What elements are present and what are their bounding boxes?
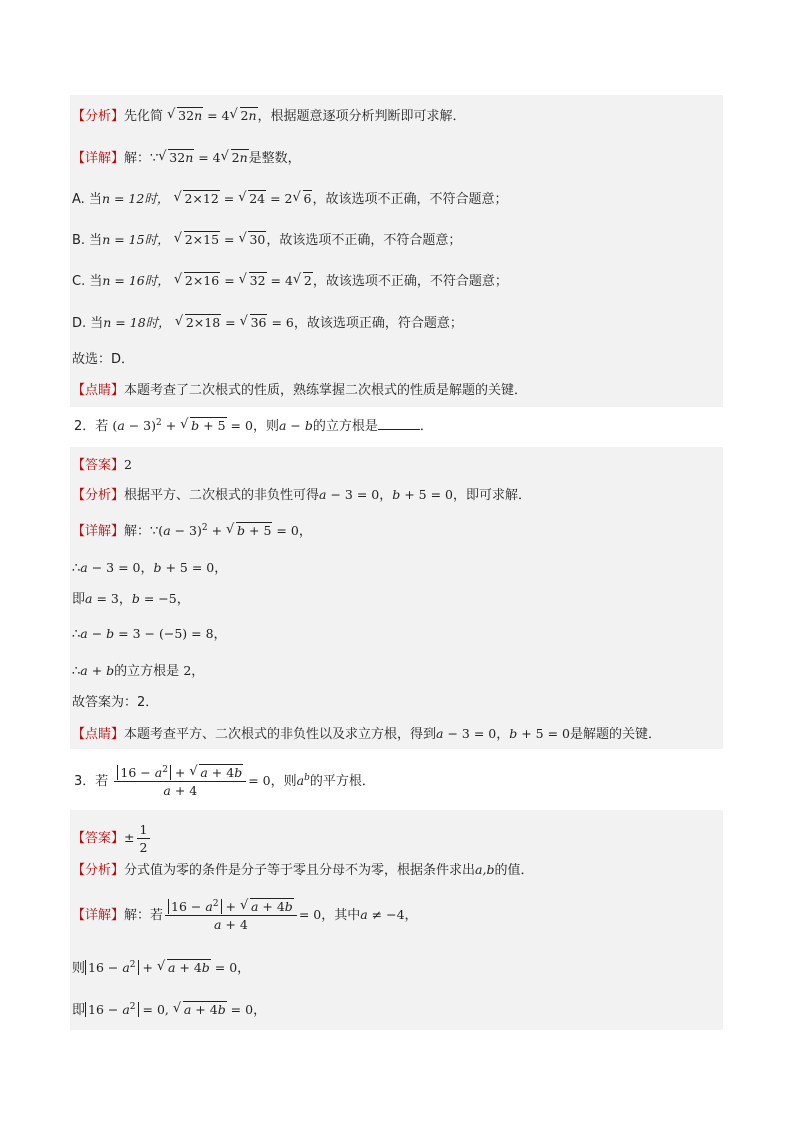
q2-answer: 【答案】2 xyxy=(72,457,132,473)
q1-analysis: 【分析】先化简 √ 32n = 4√ 2n，根据题意逐项分析判断即可求解． xyxy=(72,107,722,126)
q3-ie: 即 $16 - a^2 = 0$, √ a + 4b = 0， xyxy=(72,1001,722,1020)
q2-analysis: 【分析】根据平方、二次根式的非负性可得a − 3 = 0，b + 5 = 0，即可求解． xyxy=(72,487,532,503)
q1-option-a: A. 当n = 12时， √ 2×12 = √ 24 = 2√ 6，故该选项不正确，不符合题意； xyxy=(72,190,722,209)
q2-line-4: ∴a − b = 3 − (−5) = 8， xyxy=(72,626,227,642)
q3-detail: 【详解】解：若 $\frac{16 - a^2 + √ a + 4b}{a + 4}$ = 0，其中a ≠ −4， xyxy=(72,898,722,933)
answer-tag: 【答案】 xyxy=(72,458,125,473)
q2-comment: 【点睛】本题考查平方、二次根式的非负性以及求立方根，得到a − 3 = 0，b + 5 = 0是解题的关键． xyxy=(72,726,662,742)
q1-choice: 故选：D． xyxy=(72,352,135,367)
q2-line-3: 即a = 3，b = −5， xyxy=(72,591,190,607)
q2-line-5: ∴a + b的立方根是 2， xyxy=(72,663,205,679)
q1-option-b: B. 当n = 15时， √ 2×15 = √ 30，故该选项不正确，不符合题意； xyxy=(72,231,722,250)
q2-final: 故答案为：2． xyxy=(72,695,159,710)
q1-option-d: D. 当n = 18时， √ 2×18 = √ 36 = 6，故该选项正确，符合题意； xyxy=(72,314,722,333)
q3-then: 则 $16 - a^2$ + √ a + 4b = 0， xyxy=(72,959,722,978)
comment-tag: 【点睛】 xyxy=(72,383,125,398)
q3-answer: 【答案】± $\frac{1}{2}$ xyxy=(72,821,722,856)
detail-tag: 【详解】 xyxy=(72,151,125,166)
q2-detail: 【详解】解：∵(a − 3)$^2$ + √ b + 5 = 0， xyxy=(72,522,722,541)
answer-blank xyxy=(378,417,420,430)
q1-option-c: C. 当n = 16时， √ 2×16 = √ 32 = 4√ 2，故该选项不正确，不符合题意； xyxy=(72,272,722,291)
q3-stem: 3．若 $\frac{16 - a^2 + √ a + 4b}{a + 4}$ = 0，则$a^b$的平方根． xyxy=(74,764,724,799)
q1-detail: 【详解】解：∵√ 32n = 4√ 2n是整数， xyxy=(72,149,722,168)
analysis-tag: 【分析】 xyxy=(72,109,125,124)
q2-stem: 2．若 $(a - 3)^2$ + √ b + 5 = 0，则a − b的立方根是 ． xyxy=(74,417,724,436)
q2-line-2: ∴a − 3 = 0，b + 5 = 0， xyxy=(72,560,228,576)
q1-comment: 【点睛】本题考查了二次根式的性质，熟练掌握二次根式的性质是解题的关键． xyxy=(72,383,528,398)
q3-analysis: 【分析】分式值为零的条件是分子等于零且分母不为零，根据条件求出a,b的值． xyxy=(72,862,534,878)
